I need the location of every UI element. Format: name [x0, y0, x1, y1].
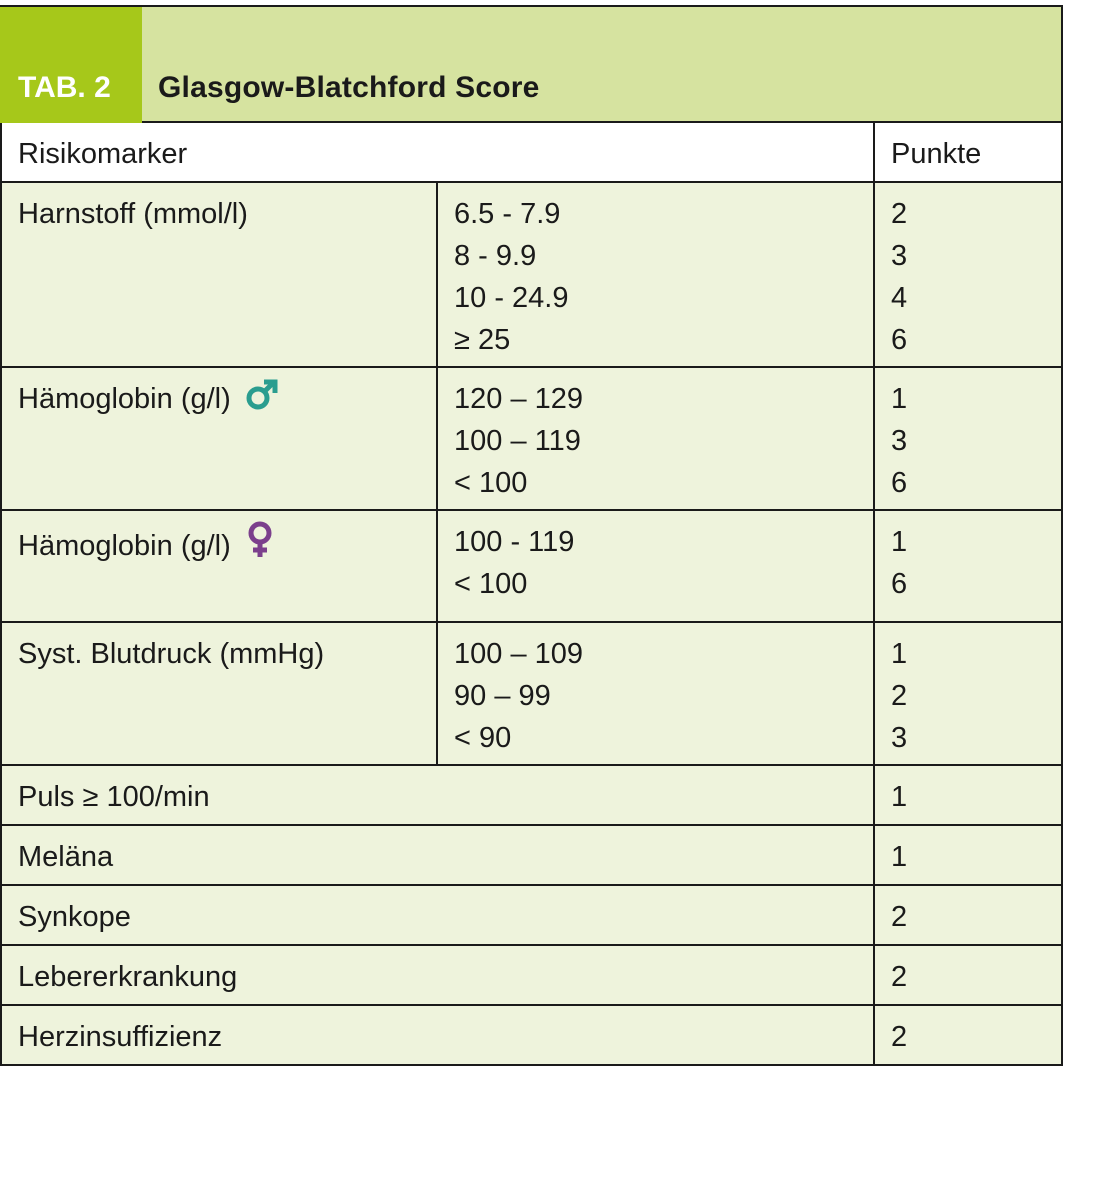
glasgow-blatchford-table [0, 5, 1063, 1066]
marker-cell [2, 368, 438, 509]
points-value: 2 [891, 1021, 908, 1053]
marker-label: Hämoglobin (g/l) [18, 383, 231, 415]
range-value: 8 - 9.9 [454, 240, 537, 272]
range-value: < 100 [454, 467, 528, 499]
points-value: 1 [891, 383, 908, 415]
marker-cell [2, 511, 438, 621]
range-value: 100 – 109 [454, 638, 584, 670]
female-symbol-icon [245, 521, 275, 571]
range-value: < 90 [454, 722, 512, 754]
range-value: 90 – 99 [454, 680, 551, 712]
marker-cell [2, 623, 438, 764]
range-cell [438, 623, 875, 764]
range-value: 10 - 24.9 [454, 282, 569, 314]
points-value: 2 [891, 680, 908, 712]
points-value: 2 [891, 198, 908, 230]
table-title-bar [0, 5, 1063, 123]
points-value: 6 [891, 568, 908, 600]
marker-label: Hämoglobin (g/l) [18, 530, 231, 562]
points-value: 6 [891, 467, 908, 499]
points-value: 4 [891, 282, 908, 314]
points-cell [875, 623, 1061, 764]
points-value: 1 [891, 781, 908, 813]
table-row [0, 946, 1063, 1006]
marker-label: Puls ≥ 100/min [2, 766, 875, 824]
range-value: 100 – 119 [454, 425, 581, 457]
range-value: < 100 [454, 568, 528, 600]
points-value: 1 [891, 638, 908, 670]
table-row [0, 183, 1063, 368]
points-value: 3 [891, 722, 908, 754]
table-row [0, 1006, 1063, 1066]
points-value: 2 [891, 961, 908, 993]
points-value: 2 [891, 901, 908, 933]
header-risikomarker: Risikomarker [2, 123, 875, 181]
table-title: Glasgow-Blatchford Score [158, 71, 540, 104]
points-value: 6 [891, 324, 908, 356]
marker-label: Herzinsuffizienz [2, 1006, 875, 1064]
points-value: 1 [891, 841, 908, 873]
table-row [0, 826, 1063, 886]
marker-label: Harnstoff (mmol/l) [18, 198, 248, 230]
points-cell [875, 368, 1061, 509]
table-header-row [0, 123, 1063, 183]
range-value: 100 - 119 [454, 526, 575, 558]
table-row [0, 623, 1063, 766]
marker-label: Meläna [2, 826, 875, 884]
range-cell [438, 511, 875, 621]
male-symbol-icon [245, 378, 279, 424]
table-row [0, 886, 1063, 946]
range-value: ≥ 25 [454, 324, 511, 356]
points-cell [875, 511, 1061, 621]
header-punkte: Punkte [891, 138, 982, 170]
table-row [0, 511, 1063, 623]
table-row [0, 368, 1063, 511]
range-cell [438, 183, 875, 366]
marker-label: Lebererkrankung [2, 946, 875, 1004]
table-row [0, 766, 1063, 826]
range-cell [438, 368, 875, 509]
points-value: 1 [891, 526, 908, 558]
marker-label: Syst. Blutdruck (mmHg) [18, 638, 325, 670]
points-value: 3 [891, 240, 908, 272]
points-cell [875, 183, 1061, 366]
range-value: 6.5 - 7.9 [454, 198, 561, 230]
points-value: 3 [891, 425, 908, 457]
marker-cell [2, 183, 438, 366]
tab-label: TAB. 2 [0, 7, 142, 123]
range-value: 120 – 129 [454, 383, 584, 415]
marker-label: Synkope [2, 886, 875, 944]
